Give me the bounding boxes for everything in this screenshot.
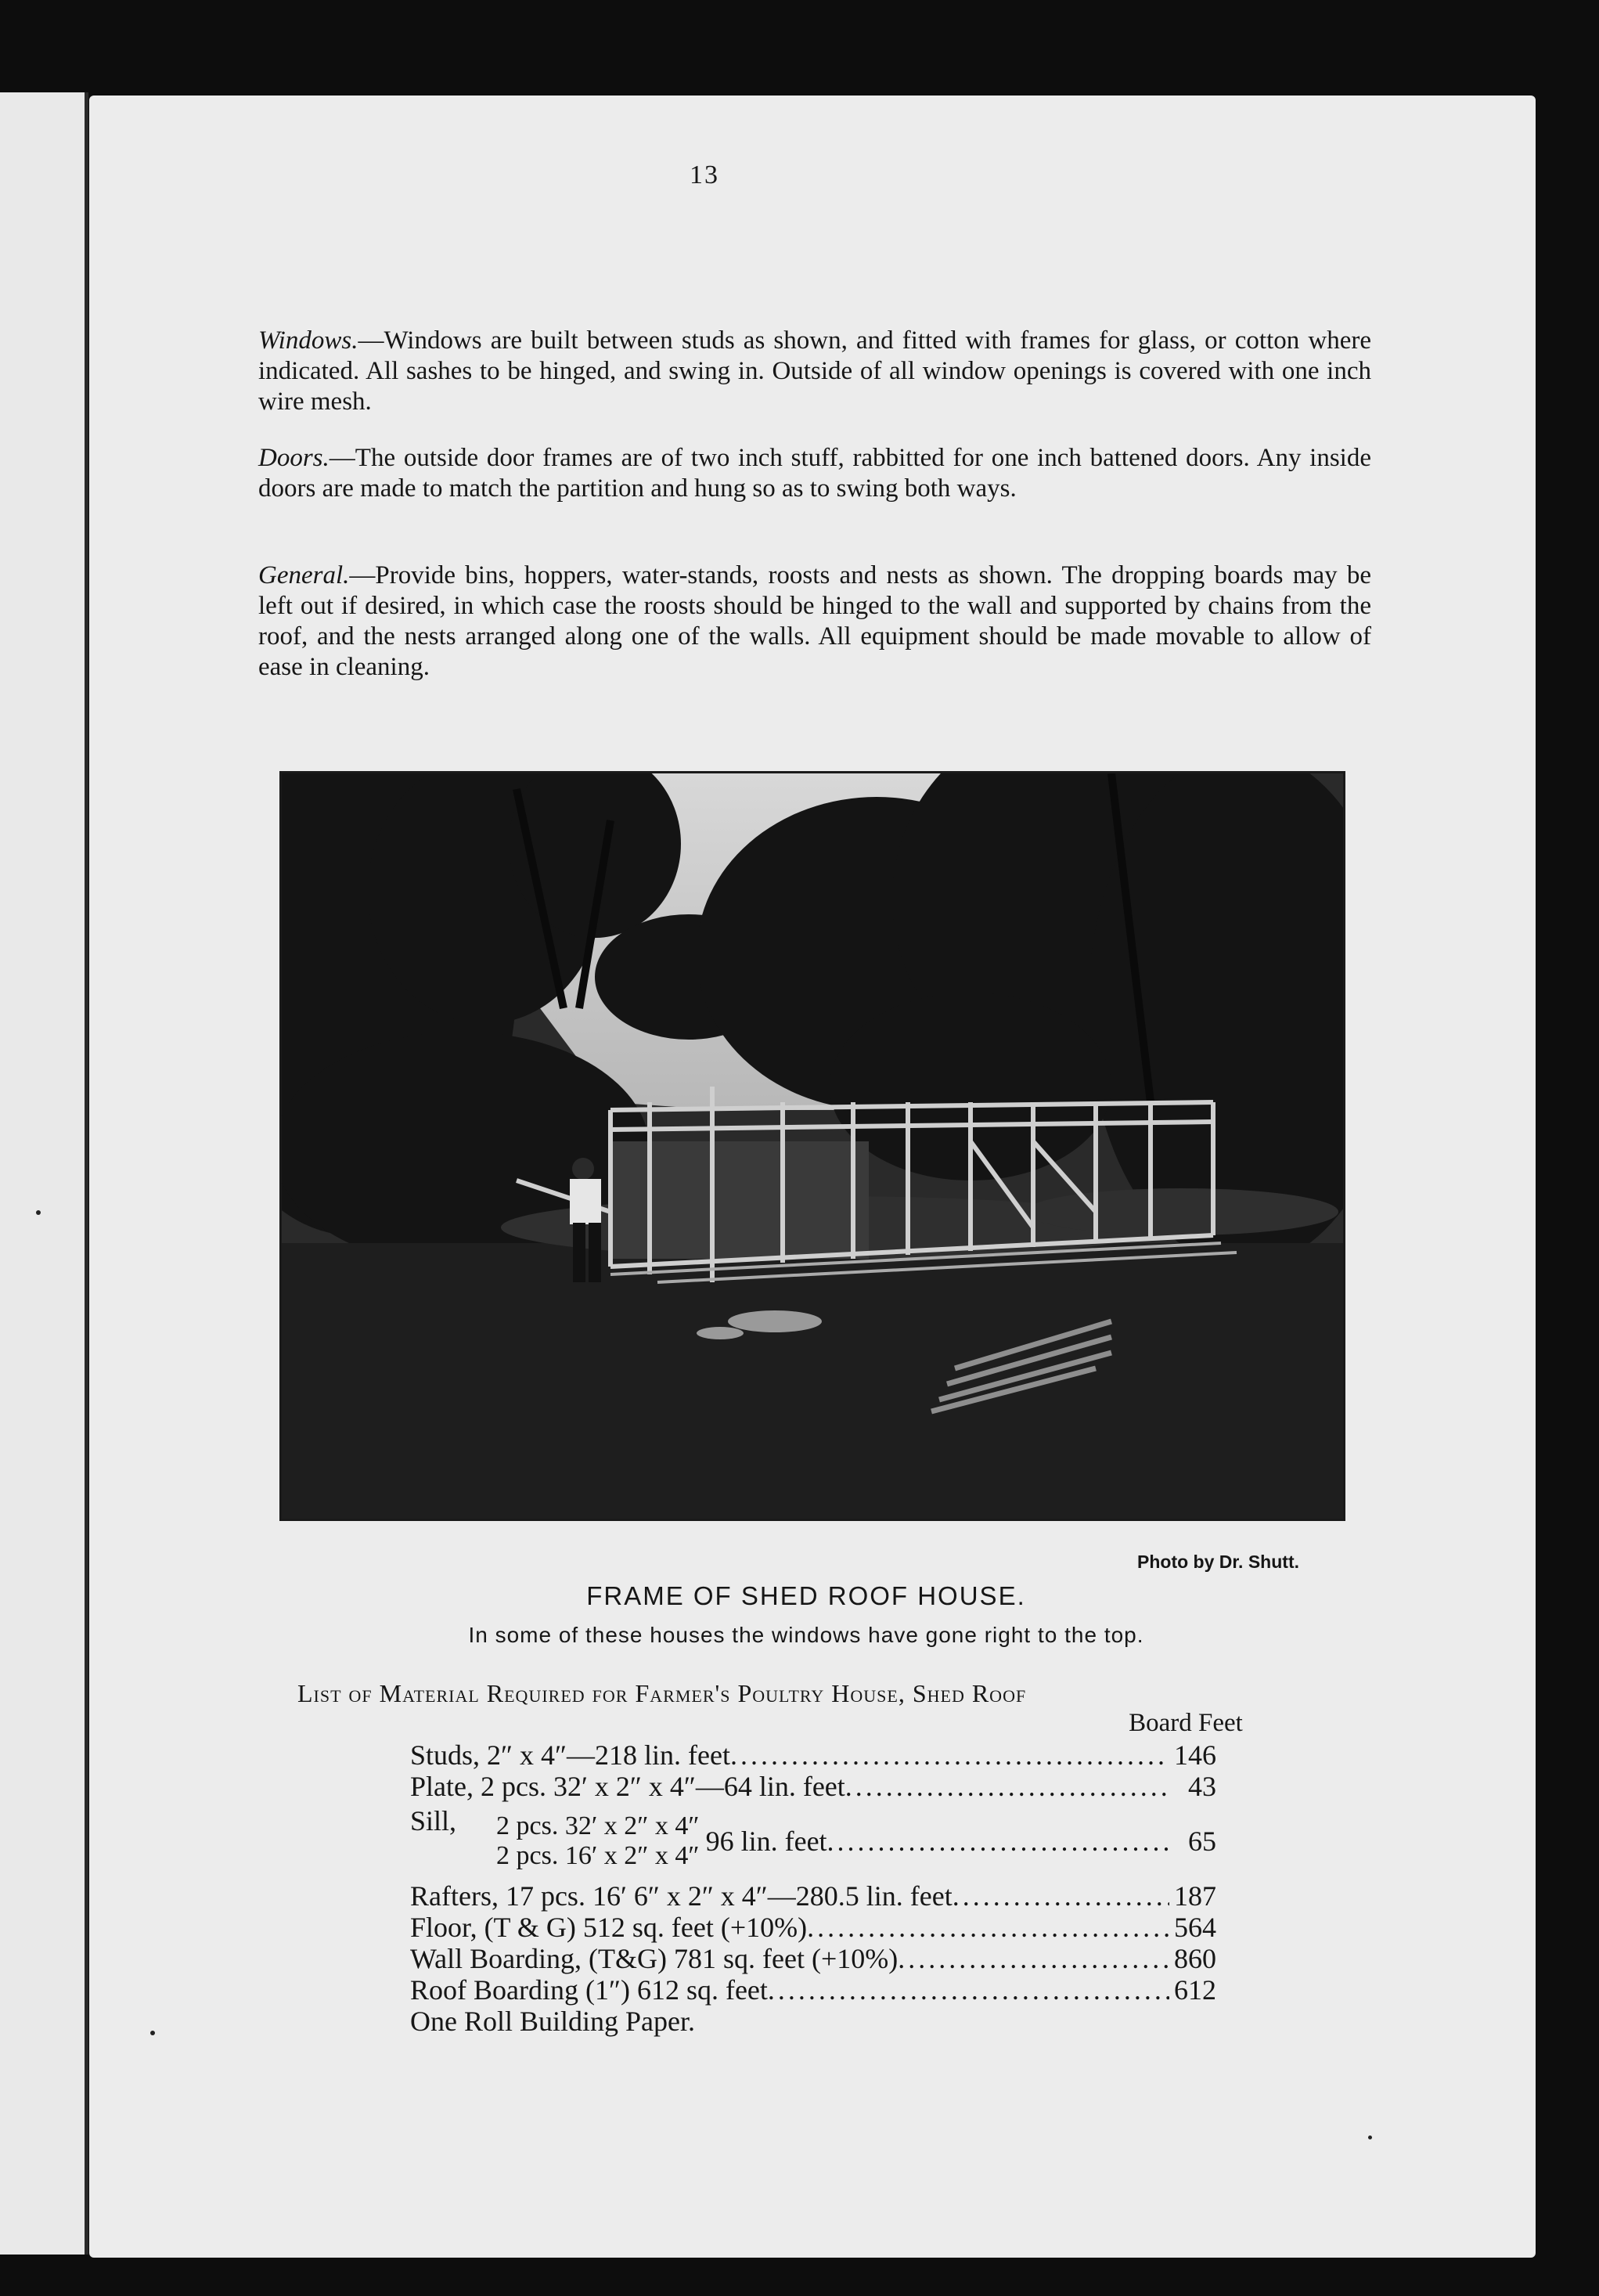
material-note: One Roll Building Paper. (410, 2006, 695, 2037)
materials-list (410, 1739, 1216, 2037)
dot-leader (827, 1826, 1169, 1857)
material-description: Studs, 2″ x 4″—218 lin. feet (410, 1739, 730, 1771)
previous-page-edge (0, 92, 88, 2255)
material-row (410, 1912, 1216, 1943)
photo-illustration (282, 773, 1343, 1519)
materials-column-head: Board Feet (1129, 1709, 1243, 1737)
material-row (410, 1943, 1216, 1974)
sill-piece: 2 pcs. 16′ x 2″ x 4″ (496, 1841, 700, 1870)
paragraph-lead: Windows. — (258, 326, 384, 355)
material-board-feet: 860 (1174, 1943, 1216, 1974)
material-row (410, 1974, 1216, 2006)
material-board-feet: 43 (1188, 1771, 1216, 1802)
material-board-feet: 612 (1174, 1974, 1216, 2006)
material-description: Floor, (T & G) 512 sq. feet (+10%) (410, 1912, 808, 1943)
paragraph-lead: Doors. — (258, 444, 355, 472)
page-number: 13 (690, 160, 719, 189)
material-row (410, 1739, 1216, 1771)
material-note-row (410, 2006, 1216, 2037)
material-description: Rafters, 17 pcs. 16′ 6″ x 2″ x 4″—280.5 lin. feet (410, 1880, 953, 1912)
photograph-frame-of-house (279, 771, 1345, 1521)
paragraph-lead: General. — (258, 561, 375, 589)
material-description: Plate, 2 pcs. 32′ x 2″ x 4″—64 lin. feet (410, 1771, 845, 1802)
paragraph-text: Windows are built between studs as shown, and fitted with frames for glass, or cotton where indicated. All sashes to be hinged, and swing in. Outside of all window openings is covered with one inch wire mesh. (258, 326, 1371, 416)
material-board-feet: 564 (1174, 1912, 1216, 1943)
paragraph-windows (258, 326, 1371, 417)
material-row-sill (410, 1805, 1216, 1877)
dot-leader (768, 1974, 1169, 2006)
sill-pieces (496, 1811, 700, 1871)
photo-caption-subtitle: In some of these houses the windows have gone right to the top. (468, 1623, 1144, 1647)
paragraph-text: Provide bins, hoppers, water-stands, roosts and nests as shown. The dropping boards may be left out if desired, in which case the roosts should be hinged to the wall and supported by chains from the roof, and the nests arranged along one of the walls. All equipment should be made movable to allow of ease in cleaning. (258, 561, 1371, 681)
material-description: Wall Boarding, (T&G) 781 sq. feet (+10%) (410, 1943, 899, 1974)
material-board-feet: 187 (1174, 1880, 1216, 1912)
dot-leader (898, 1943, 1169, 1974)
materials-list-heading: List of Material Required for Farmer's Poultry House, Shed Roof (297, 1679, 1027, 1707)
paragraph-text: The outside door frames are of two inch stuff, rabbitted for one inch battened doors. Any inside doors are made to match the partition and hung so as to swing both ways. (258, 444, 1371, 503)
dot-leader (953, 1880, 1169, 1912)
paragraph-doors (258, 443, 1371, 504)
paragraph-general (258, 560, 1371, 683)
dot-leader (807, 1912, 1169, 1943)
sill-label: Sill, (410, 1805, 457, 1836)
photo-caption-title: FRAME OF SHED ROOF HOUSE. (586, 1581, 1026, 1610)
sill-total: 96 lin. feet (705, 1826, 827, 1857)
material-description: Roof Boarding (1″) 612 sq. feet (410, 1974, 768, 2006)
material-row (410, 1771, 1216, 1802)
dot-leader (845, 1771, 1169, 1802)
material-board-feet: 146 (1174, 1739, 1216, 1771)
material-board-feet: 65 (1188, 1826, 1216, 1857)
photo-credit: Photo by Dr. Shutt. (1137, 1552, 1299, 1572)
dot-leader (730, 1739, 1169, 1771)
material-row (410, 1880, 1216, 1912)
sill-piece: 2 pcs. 32′ x 2″ x 4″ (496, 1811, 700, 1840)
